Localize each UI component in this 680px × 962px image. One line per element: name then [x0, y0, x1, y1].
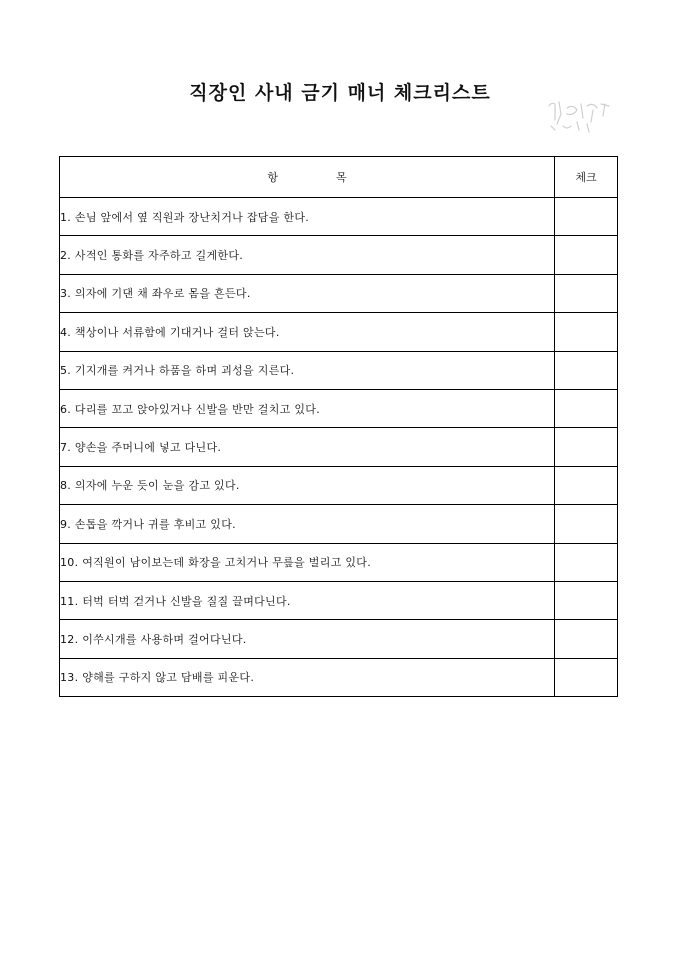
- table-row: [60, 620, 618, 658]
- table-row: [60, 389, 618, 427]
- check-cell-9[interactable]: [555, 505, 618, 543]
- faded-stamp-mark: [543, 96, 615, 136]
- header-item-char-1: 항: [267, 171, 278, 184]
- checklist-item-12: 12. 이쑤시개를 사용하며 걸어다닌다.: [60, 620, 555, 658]
- checklist-item-4: 4. 책상이나 서류함에 기대거나 걸터 앉는다.: [60, 313, 555, 351]
- checklist-item-3: 3. 의자에 기댄 채 좌우로 몸을 흔든다.: [60, 274, 555, 312]
- page-title: 직장인 사내 금기 매너 체크리스트: [189, 82, 491, 104]
- checklist-item-8: 8. 의자에 누운 듯이 눈을 감고 있다.: [60, 466, 555, 504]
- table-row: [60, 351, 618, 389]
- check-cell-1[interactable]: [555, 198, 618, 236]
- table-row: [60, 198, 618, 236]
- check-cell-2[interactable]: [555, 236, 618, 274]
- table-row: [60, 236, 618, 274]
- checklist-item-9: 9. 손톱을 깍거나 귀를 후비고 있다.: [60, 505, 555, 543]
- table-row: [60, 658, 618, 696]
- check-cell-12[interactable]: [555, 620, 618, 658]
- checklist-item-6: 6. 다리를 꼬고 앉아있거나 신발을 반만 걸치고 있다.: [60, 389, 555, 427]
- table-header-row: [60, 157, 618, 198]
- checklist-item-5: 5. 기지개를 켜거나 하품을 하며 괴성을 지른다.: [60, 351, 555, 389]
- table-row: [60, 505, 618, 543]
- checklist-item-13: 13. 양해를 구하지 않고 담배를 피운다.: [60, 658, 555, 696]
- table-row: [60, 543, 618, 581]
- table-row: [60, 466, 618, 504]
- checklist-item-11: 11. 터벅 터벅 걷거나 신발을 질질 끌며다닌다.: [60, 581, 555, 619]
- check-cell-13[interactable]: [555, 658, 618, 696]
- check-cell-5[interactable]: [555, 351, 618, 389]
- check-cell-3[interactable]: [555, 274, 618, 312]
- table-row: [60, 313, 618, 351]
- table-row: [60, 428, 618, 466]
- table-row: [60, 581, 618, 619]
- header-check-column: 체크: [555, 157, 618, 198]
- check-cell-4[interactable]: [555, 313, 618, 351]
- check-cell-7[interactable]: [555, 428, 618, 466]
- header-item-char-2: 목: [336, 171, 347, 184]
- check-cell-11[interactable]: [555, 581, 618, 619]
- header-item-column: [60, 157, 555, 198]
- checklist-item-1: 1. 손님 앞에서 옆 직원과 장난치거나 잡담을 한다.: [60, 198, 555, 236]
- checklist-item-10: 10. 여직원이 남이보는데 화장을 고치거나 무릎을 벌리고 있다.: [60, 543, 555, 581]
- checklist-item-7: 7. 양손을 주머니에 넣고 다닌다.: [60, 428, 555, 466]
- table-row: [60, 274, 618, 312]
- checklist-item-2: 2. 사적인 통화를 자주하고 길게한다.: [60, 236, 555, 274]
- checklist-table: [59, 156, 618, 697]
- check-cell-8[interactable]: [555, 466, 618, 504]
- check-cell-6[interactable]: [555, 389, 618, 427]
- check-cell-10[interactable]: [555, 543, 618, 581]
